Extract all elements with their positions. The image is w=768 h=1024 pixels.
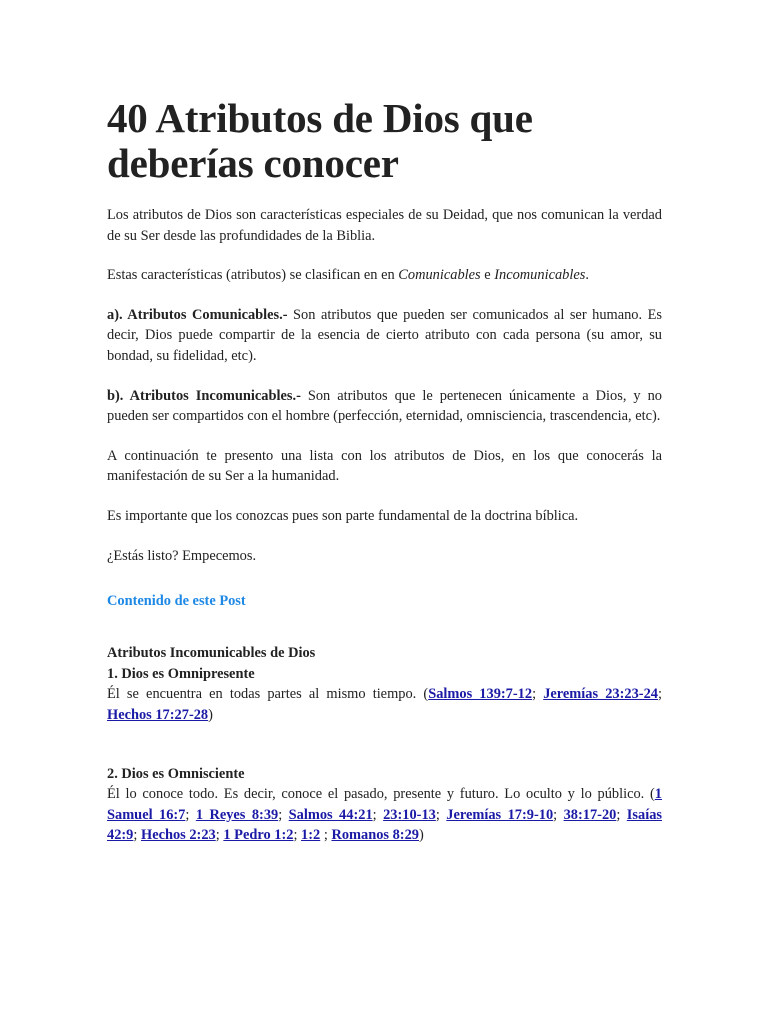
- definition-b-text: Son atributos que le pertenecen únicamente a Dios, y no pueden ser compartidos con el hombre (perfección, eternidad, omnisciencia, trascendencia, etc).: [107, 387, 662, 425]
- intro-paragraph: Los atributos de Dios son características especiales de su Deidad, que nos comunican la verdad de su Ser desde las profundidades de la Biblia.: [107, 207, 662, 244]
- ref-link[interactable]: Hechos 2:23: [141, 827, 216, 844]
- definition-b-label: b). Atributos Incomunicables.-: [107, 387, 301, 404]
- ref-link[interactable]: Hechos 17:27-28: [107, 706, 209, 723]
- definition-a-label: a). Atributos Comunicables.-: [107, 306, 288, 323]
- ref-link[interactable]: Jeremías 23:23-24: [543, 686, 658, 703]
- item-1-description: Él se encuentra en todas partes al mismo tiempo. (: [107, 686, 429, 703]
- item-1-text: Él se encuentra en todas partes al mismo tiempo. (Salmos 139:7-12; Jeremías 23:23-24; Hechos 17:27-28): [107, 686, 662, 723]
- term-incomunicables: Incomunicables: [494, 267, 586, 284]
- ref-link[interactable]: 38:17-20: [563, 806, 617, 823]
- ref-link[interactable]: 23:10-13: [383, 806, 436, 823]
- term-comunicables: Comunicables: [398, 267, 481, 284]
- page-title: 40 Atributos de Dios que deberías conocer: [107, 95, 533, 186]
- ref-link[interactable]: 1 Pedro 1:2: [223, 827, 294, 844]
- definition-b: [107, 386, 662, 427]
- item-1-title: 1. Dios es Omnipresente: [107, 665, 255, 682]
- importance-paragraph: Es importante que los conozcas pues son parte fundamental de la doctrina bíblica.: [107, 507, 579, 524]
- classification-middle: e: [480, 267, 495, 284]
- definition-a-text: Son atributos que pueden ser comunicados al ser humano. Es decir, Dios puede compartir de la esencia de cierto atributo con cada persona (su amor, su bondad, su fidelidad, etc).: [107, 306, 662, 364]
- ref-link[interactable]: 1 Samuel 16:7: [107, 786, 662, 823]
- toc-link[interactable]: Contenido de este Post: [107, 593, 246, 610]
- item-2-description: Él lo conoce todo. Es decir, conoce el pasado, presente y futuro. Lo oculto y lo público. (: [107, 786, 655, 803]
- ref-link[interactable]: 1 Reyes 8:39: [195, 806, 279, 823]
- ref-link[interactable]: 1:2: [301, 827, 321, 844]
- classification-paragraph: [107, 265, 662, 286]
- item-2-close: ): [418, 827, 424, 844]
- ref-link[interactable]: Jeremías 17:9-10: [446, 806, 554, 823]
- ref-link[interactable]: Isaías 42:9: [107, 806, 662, 844]
- item-1-close: ): [208, 706, 213, 723]
- classification-suffix: .: [585, 267, 589, 284]
- item-2-title: 2. Dios es Omnisciente: [107, 765, 245, 782]
- article-body: [107, 96, 662, 846]
- classification-prefix: Estas características (atributos) se clasifican en en: [107, 267, 399, 284]
- ready-paragraph: ¿Estás listo? Empecemos.: [107, 547, 257, 564]
- list-intro-paragraph: A continuación te presento una lista con los atributos de Dios, en los que conocerás la manifestación de su Ser a la humanidad.: [107, 447, 662, 485]
- ref-link[interactable]: Salmos 44:21: [288, 806, 373, 823]
- section-title: Atributos Incomunicables de Dios: [107, 645, 316, 662]
- ref-link[interactable]: Romanos 8:29: [331, 827, 419, 844]
- item-2-text: Él lo conoce todo. Es decir, conoce el pasado, presente y futuro. Lo oculto y lo público. (1 Samuel 16:7; 1 Reyes 8:39; Salmos 44:21; 23:10-13; Jeremías 17:9-10; 38:17-20; Isaías 42:9; Hechos 2:23; 1 Pedro 1:2; 1:2 ; Romanos 8:29): [107, 786, 662, 844]
- ref-link[interactable]: Salmos 139:7-12: [428, 686, 533, 703]
- definition-a: [107, 305, 662, 367]
